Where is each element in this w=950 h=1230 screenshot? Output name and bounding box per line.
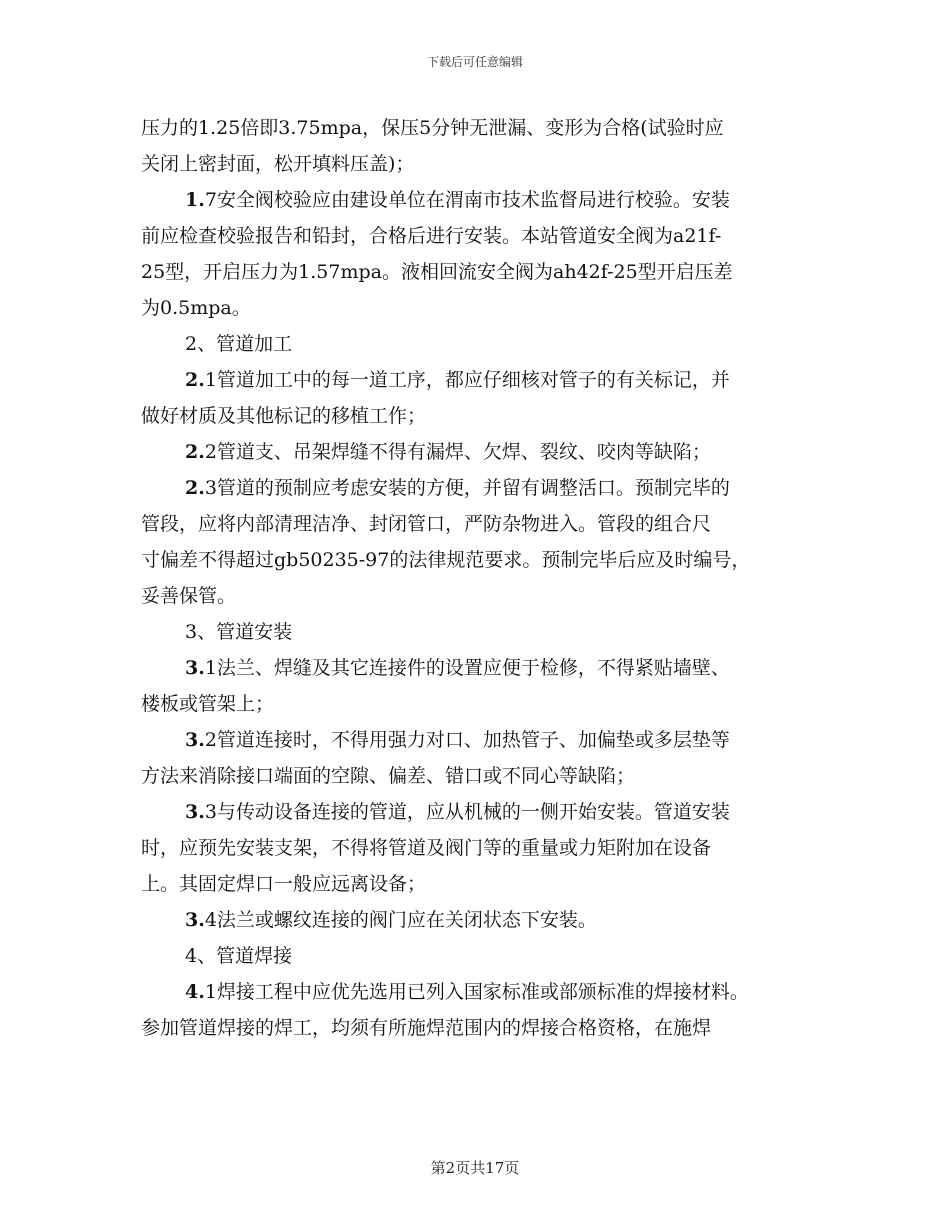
text-line xyxy=(141,362,816,398)
text-line xyxy=(141,218,816,254)
section-number: 2. xyxy=(185,441,205,463)
line-text: 楼板或管架上； xyxy=(141,693,275,715)
section-number: 1. xyxy=(185,189,205,211)
text-line xyxy=(141,794,816,830)
line-text: 3管道的预制应考虑安装的方便，并留有调整活口。预制完毕的 xyxy=(204,477,730,499)
text-line xyxy=(141,542,816,578)
line-text: 管段，应将内部清理洁净、封闭管口，严防杂物进入。管段的组合尺 xyxy=(141,513,712,535)
section-number: 3. xyxy=(185,909,205,931)
section-heading xyxy=(141,614,816,650)
line-text: 上。其固定焊口一般应远离设备； xyxy=(141,873,427,895)
text-line xyxy=(141,470,816,506)
line-text: 寸偏差不得超过gb50235-97的法律规范要求。预制完毕后应及时编号， xyxy=(141,549,751,571)
line-text: 方法来消除接口端面的空隙、偏差、错口或不同心等缺陷； xyxy=(141,765,636,787)
section-number: 2. xyxy=(185,477,205,499)
text-line xyxy=(141,974,816,1010)
text-line xyxy=(141,686,816,722)
section-number: 4. xyxy=(185,981,205,1003)
line-text: 3、管道安装 xyxy=(185,621,293,643)
text-line xyxy=(141,578,816,614)
page-header: 下载后可任意编辑 xyxy=(426,55,523,69)
text-line xyxy=(141,434,816,470)
text-line xyxy=(141,506,816,542)
text-line xyxy=(141,110,816,146)
line-text: 1法兰、焊缝及其它连接件的设置应便于检修，不得紧贴墙壁、 xyxy=(204,657,730,679)
line-text: 1管道加工中的每一道工序，都应仔细核对管子的有关标记，并 xyxy=(204,369,730,391)
text-line xyxy=(141,830,816,866)
text-line xyxy=(141,650,816,686)
text-line xyxy=(141,1010,816,1046)
section-number: 3. xyxy=(185,729,205,751)
line-text: 4法兰或螺纹连接的阀门应在关闭状态下安装。 xyxy=(204,909,597,931)
section-number: 2. xyxy=(185,369,205,391)
line-text: 25型，开启压力为1.57mpa。液相回流安全阀为ah42f-25型开启压差 xyxy=(141,261,733,283)
line-text: 1焊接工程中应优先选用已列入国家标准或部颁标准的焊接材料。 xyxy=(204,981,749,1003)
text-line xyxy=(141,254,816,290)
line-text: 参加管道焊接的焊工，均须有所施焊范围内的焊接合格资格，在施焊 xyxy=(141,1017,712,1039)
line-text: 关闭上密封面，松开填料压盖)； xyxy=(141,153,415,175)
text-line xyxy=(141,722,816,758)
line-text: 4、管道焊接 xyxy=(185,945,293,967)
section-heading xyxy=(141,938,816,974)
line-text: 3与传动设备连接的管道，应从机械的一侧开始安装。管道安装 xyxy=(204,801,730,823)
line-text: 7安全阀校验应由建设单位在渭南市技术监督局进行校验。安装 xyxy=(204,189,730,211)
line-text: 时，应预先安装支架，不得将管道及阀门等的重量或力矩附加在设备 xyxy=(141,837,712,859)
line-text: 做好材质及其他标记的移植工作； xyxy=(141,405,427,427)
section-number: 3. xyxy=(185,657,205,679)
text-line xyxy=(141,758,816,794)
text-line xyxy=(141,146,816,182)
line-text: 为0.5mpa。 xyxy=(141,297,251,319)
line-text: 2管道支、吊架焊缝不得有漏焊、欠焊、裂纹、咬肉等缺陷； xyxy=(204,441,711,463)
text-line xyxy=(141,398,816,434)
text-line xyxy=(141,902,816,938)
section-number: 3. xyxy=(185,801,205,823)
text-line xyxy=(141,290,816,326)
section-heading xyxy=(141,326,816,362)
line-text: 前应检查校验报告和铅封，合格后进行安装。本站管道安全阀为a21f- xyxy=(141,225,722,247)
document-body xyxy=(141,110,816,1046)
line-text: 妥善保管。 xyxy=(141,585,237,607)
text-line xyxy=(141,866,816,902)
line-text: 2管道连接时，不得用强力对口、加热管子、加偏垫或多层垫等 xyxy=(204,729,730,751)
text-line xyxy=(141,182,816,218)
page-footer: 第2页共17页 xyxy=(430,1159,520,1177)
line-text: 2、管道加工 xyxy=(185,333,293,355)
line-text: 压力的1.25倍即3.75mpa，保压5分钟无泄漏、变形为合格(试验时应 xyxy=(141,117,724,139)
